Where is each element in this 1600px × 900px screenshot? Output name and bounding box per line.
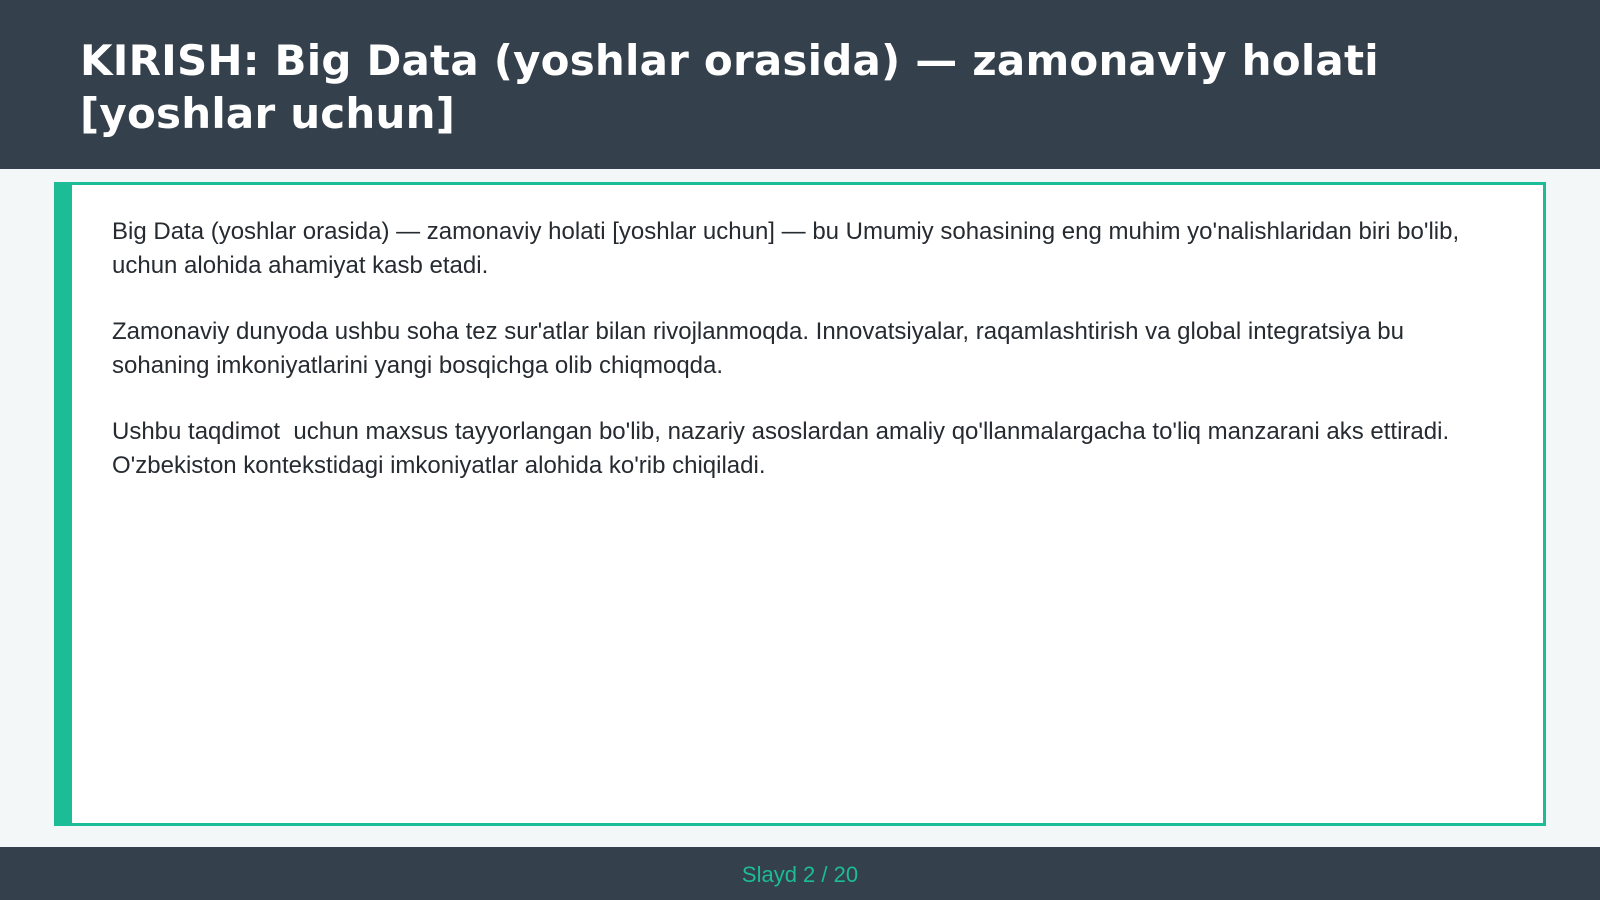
slide-counter: Slayd 2 / 20	[741, 862, 859, 887]
slide-title: KIRISH: Big Data (yoshlar orasida) — zamonaviy holati [yoshlar uchun]	[80, 36, 1379, 138]
presentation-purpose-paragraph: Ushbu taqdimot uchun maxsus tayyorlangan bo'lib, nazariy asoslardan amaliy qo'llanmalargacha to'liq manzarani aks ettiradi. O'zbekiston kontekstidagi imkoniyatlar alohida ko'rib chiqiladi.	[112, 418, 1456, 479]
content-body	[112, 215, 1483, 515]
slide-footer	[0, 847, 1600, 900]
development-paragraph: Zamonaviy dunyoda ushbu soha tez sur'atlar bilan rivojlanmoqda. Innovatsiyalar, raqamlashtirish va global integratsiya bu sohaning imkoniyatlarini yangi bosqichga olib chiqmoqda.	[112, 318, 1411, 379]
content-card	[54, 182, 1546, 826]
slide-header	[0, 0, 1600, 169]
intro-paragraph: Big Data (yoshlar orasida) — zamonaviy holati [yoshlar uchun] — bu Umumiy sohasining eng muhim yo'nalishlaridan biri bo'lib, uchun alohida ahamiyat kasb etadi.	[112, 218, 1473, 279]
